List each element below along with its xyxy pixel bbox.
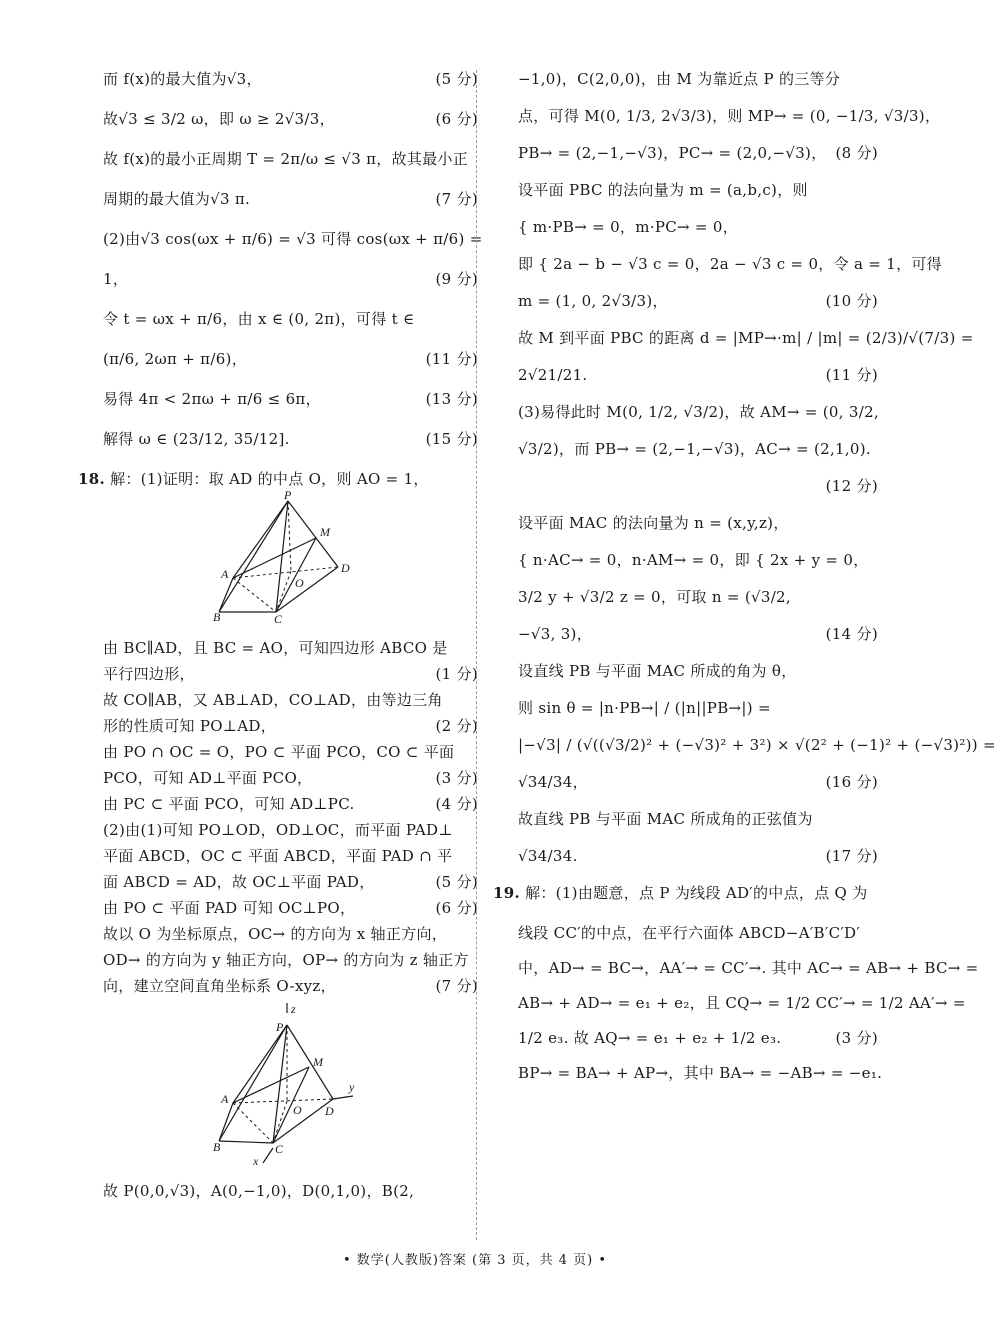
text-line: [518, 1029, 878, 1048]
text-line: [518, 181, 878, 200]
line-text: 形的性质可知 PO⊥AD，: [103, 717, 277, 735]
line-points: (6 分): [435, 899, 478, 917]
line-text: 平行四边形，: [103, 665, 195, 683]
text-line: [518, 924, 878, 943]
line-points: (12 分): [825, 477, 878, 495]
text-line: [518, 440, 878, 459]
pyramid-figure-1: [213, 488, 353, 626]
line-points: (17 分): [825, 847, 878, 865]
text-line: [518, 736, 996, 755]
text-line: [103, 150, 478, 169]
pyramid-figure-2: [213, 1003, 363, 1168]
line-points: (8 分): [835, 144, 878, 162]
line-text: m = (1, 0, 2√3/3)，: [518, 292, 668, 310]
text-line: [518, 699, 878, 718]
line-points: (7 分): [435, 977, 478, 995]
line-text: 易得 4π < 2πω + π/6 ≤ 6π，: [103, 390, 321, 408]
text-line: [103, 190, 478, 209]
line-text: 由 PO ⊂ 平面 PAD 可知 OC⊥PO，: [103, 899, 356, 917]
right-column: [493, 70, 996, 1099]
line-text: 故直线 PB 与平面 MAC 所成角的正弦值为: [518, 810, 813, 828]
fig1-label-M: M: [320, 525, 330, 539]
line-points: (5 分): [435, 873, 478, 891]
text-line: [103, 769, 478, 788]
fig2-label-M: M: [313, 1055, 323, 1069]
dashed-AC: [233, 1103, 273, 1143]
text-line: [103, 430, 478, 449]
text-line: [518, 1064, 883, 1083]
text-line: [103, 350, 478, 369]
text-line: [518, 551, 878, 570]
line-text: 3/2 y + √3/2 z = 0，可取 n = (√3/2,: [518, 588, 791, 606]
edge-PA: [233, 501, 288, 578]
dashed-AD: [233, 567, 338, 578]
line-text: √34/34，: [518, 773, 588, 791]
edge-AM: [233, 1067, 309, 1103]
edge-PB: [219, 1025, 287, 1141]
fig2-label-D: D: [325, 1104, 334, 1118]
line-text: 故 CO∥AB，又 AB⊥AD，CO⊥AD，由等边三角: [103, 691, 443, 709]
text-line: [103, 665, 478, 684]
line-text: 则 sin θ = |n·PB→| / (|n||PB→|) =: [518, 699, 771, 717]
fig1-label-C: C: [274, 612, 283, 626]
fig1-label-O: O: [295, 576, 304, 590]
fig2-label-B: B: [213, 1140, 221, 1154]
line-text: 故 P(0,0,√3)，A(0,−1,0)，D(0,1,0)，B(2,: [103, 1182, 415, 1200]
line-text: 线段 CC′的中点，在平行六面体 ABCD−A′B′C′D′: [518, 924, 861, 942]
line-text: 面 ABCD = AD，故 OC⊥平面 PAD，: [103, 873, 375, 891]
line-text: 向，建立空间直角坐标系 O-xyz，: [103, 977, 336, 995]
line-text: 设直线 PB 与平面 MAC 所成的角为 θ，: [518, 662, 797, 680]
line-text: 解得 ω ∈ (23/12, 35/12].: [103, 430, 290, 448]
text-line: [518, 366, 878, 385]
text-line: [518, 292, 878, 311]
q19-heading: [493, 884, 878, 903]
text-line: [103, 925, 478, 944]
fig2-label-z: z: [291, 1002, 296, 1016]
line-points: (11 分): [825, 366, 878, 384]
line-points: (13 分): [425, 390, 478, 408]
text-line: [103, 270, 478, 289]
line-text: 设平面 MAC 的法向量为 n = (x,y,z)，: [518, 514, 789, 532]
line-text: 令 t = ωx + π/6，由 x ∈ (0, 2π)，可得 t ∈: [103, 310, 415, 328]
dashed-PO: [288, 501, 291, 571]
line-text: 故 M 到平面 PBC 的距离 d = |MP→·m| / |m| = (2/3)/√(7/3) =: [518, 329, 974, 347]
text-line: [518, 218, 878, 237]
line-text: 由 PO ∩ OC = O，PO ⊂ 平面 PCO，CO ⊂ 平面: [103, 743, 455, 761]
line-text: 2√21/21.: [518, 366, 588, 384]
fig1-label-A: A: [221, 567, 229, 581]
edge-AB: [219, 578, 233, 612]
text-line: [518, 810, 878, 829]
q18-heading: [78, 470, 478, 489]
fig2-label-P: P: [276, 1020, 284, 1034]
text-line: [103, 110, 478, 129]
text-line: [518, 70, 878, 89]
text-line: [518, 994, 966, 1013]
line-points: (11 分): [425, 350, 478, 368]
fig2-label-C: C: [275, 1142, 284, 1156]
line-points: (6 分): [435, 110, 478, 128]
edge-AM: [233, 538, 316, 578]
left-column: [78, 70, 483, 1222]
line-text: PB→ = (2,−1,−√3)，PC→ = (2,0,−√3)，: [518, 144, 827, 162]
text-line: [103, 873, 478, 892]
line-text: √3/2)，而 PB→ = (2,−1,−√3)，AC→ = (2,1,0).: [518, 440, 871, 458]
edge-CD: [276, 567, 338, 612]
line-points: (10 分): [825, 292, 878, 310]
line-points: (16 分): [825, 773, 878, 791]
q18-number: 18.: [78, 470, 105, 488]
text-line: [518, 477, 878, 496]
text-line: [103, 639, 478, 658]
line-text: 由 PC ⊂ 平面 PCO，可知 AD⊥PC.: [103, 795, 355, 813]
text-line: [518, 847, 878, 866]
q19-number: 19.: [493, 884, 520, 902]
line-text: 故以 O 为坐标原点，OC→ 的方向为 x 轴正方向，: [103, 925, 448, 943]
edge-CD: [273, 1099, 333, 1143]
text-line: [103, 717, 478, 736]
line-text: (3)易得此时 M(0, 1/2, √3/2)，故 AM→ = (0, 3/2,: [518, 403, 880, 421]
text-line: [103, 821, 478, 840]
fig1-label-B: B: [213, 610, 221, 624]
edge-BC: [219, 1141, 273, 1143]
text-line: [518, 329, 974, 348]
text-line: [518, 625, 878, 644]
line-text: (2)由(1)可知 PO⊥OD，OD⊥OC，而平面 PAD⊥: [103, 821, 453, 839]
text-line: [103, 899, 478, 918]
line-text: 故√3 ≤ 3/2 ω，即 ω ≥ 2√3/3，: [103, 110, 335, 128]
text-line: [518, 107, 941, 126]
text-line: [518, 662, 878, 681]
line-points: (9 分): [435, 270, 478, 288]
text-line: [103, 1182, 478, 1201]
line-points: (4 分): [435, 795, 478, 813]
text-line: [103, 70, 478, 89]
edge-PD: [288, 501, 338, 567]
line-text: 故 f(x)的最小正周期 T = 2π/ω ≤ √3 π，故其最小正: [103, 150, 469, 168]
line-text: (2)由√3 cos(ωx + π/6) = √3 可得 cos(ωx + π/6) =: [103, 230, 483, 248]
text-line: [103, 310, 478, 329]
edge-PD: [287, 1025, 333, 1099]
text-line: [518, 514, 878, 533]
edge-AB: [219, 1103, 233, 1141]
line-text: { m·PB→ = 0，m·PC→ = 0，: [518, 218, 739, 236]
page-footer: • 数学(人教版)答案 (第 3 页，共 4 页) •: [342, 1253, 608, 1268]
text-line: [103, 743, 478, 762]
fig1-label-D: D: [341, 561, 350, 575]
text-line: [518, 959, 979, 978]
line-text: PCO，可知 AD⊥平面 PCO，: [103, 769, 313, 787]
text-line: [518, 255, 942, 274]
text-line: [103, 847, 478, 866]
line-points: (7 分): [435, 190, 478, 208]
text-line: [103, 390, 478, 409]
text-line: [518, 773, 878, 792]
line-points: (14 分): [825, 625, 878, 643]
line-text: |−√3| / (√((√3/2)² + (−√3)² + 3²) × √(2² + (−1)² + (−√3)²)) =: [518, 736, 996, 754]
text-line: [103, 795, 478, 814]
line-text: 而 f(x)的最大值为√3，: [103, 70, 262, 88]
text-line: [518, 588, 878, 607]
line-text: −1,0)，C(2,0,0)，由 M 为靠近点 P 的三等分: [518, 70, 841, 88]
line-text: AB→ + AD→ = e₁ + e₂，且 CQ→ = 1/2 CC′→ = 1/2 AA′→ =: [518, 994, 966, 1012]
line-text: OD→ 的方向为 y 轴正方向，OP→ 的方向为 z 轴正方: [103, 951, 469, 969]
line-text: √34/34.: [518, 847, 578, 865]
line-text: 设平面 PBC 的法向量为 m = (a,b,c)，则: [518, 181, 808, 199]
line-text: 点，可得 M(0, 1/3, 2√3/3)，则 MP→ = (0, −1/3, √3/3)，: [518, 107, 941, 125]
line-points: (1 分): [435, 665, 478, 683]
fig2-label-O: O: [293, 1103, 302, 1117]
line-text: 中，AD→ = BC→，AA′→ = CC′→. 其中 AC→ = AB→ + BC→ =: [518, 959, 979, 977]
line-text: 1/2 e₃. 故 AQ→ = e₁ + e₂ + 1/2 e₃.: [518, 1029, 782, 1047]
line-text: 由 BC∥AD，且 BC = AO，可知四边形 ABCO 是: [103, 639, 448, 657]
text-line: [103, 951, 478, 970]
text-line: [103, 230, 483, 249]
line-text: BP→ = BA→ + AP→，其中 BA→ = −AB→ = −e₁.: [518, 1064, 883, 1082]
text-line: [518, 403, 878, 422]
q19-text: 解：(1)由题意，点 P 为线段 AD′的中点，点 Q 为: [525, 884, 868, 902]
line-points: (3 分): [835, 1029, 878, 1047]
line-text: 即 { 2a − b − √3 c = 0，2a − √3 c = 0，令 a = 1，可得: [518, 255, 942, 273]
text-line: [518, 144, 878, 163]
line-text: (π/6, 2ωπ + π/6)，: [103, 350, 247, 368]
fig2-label-y: y: [349, 1080, 355, 1094]
line-points: (5 分): [435, 70, 478, 88]
line-text: 周期的最大值为√3 π.: [103, 190, 251, 208]
y-axis: [333, 1096, 353, 1099]
edge-CM: [273, 1067, 309, 1143]
x-axis: [263, 1148, 273, 1163]
fig2-label-A: A: [221, 1092, 229, 1106]
line-text: −√3, 3)，: [518, 625, 593, 643]
line-points: (2 分): [435, 717, 478, 735]
line-text: 平面 ABCD，OC ⊂ 平面 ABCD，平面 PAD ∩ 平: [103, 847, 453, 865]
edge-CM: [276, 538, 316, 612]
dashed-AC: [233, 578, 276, 612]
fig2-label-x: x: [253, 1154, 259, 1168]
line-text: { n·AC→ = 0，n·AM→ = 0，即 { 2x + y = 0，: [518, 551, 869, 569]
dashed-AD: [233, 1099, 333, 1103]
line-text: 1，: [103, 270, 129, 288]
fig1-label-P: P: [284, 488, 292, 502]
q18-text: 解：(1)证明：取 AD 的中点 O，则 AO = 1，: [110, 470, 429, 488]
line-points: (15 分): [425, 430, 478, 448]
text-line: [103, 691, 478, 710]
line-points: (3 分): [435, 769, 478, 787]
text-line: [103, 977, 478, 996]
